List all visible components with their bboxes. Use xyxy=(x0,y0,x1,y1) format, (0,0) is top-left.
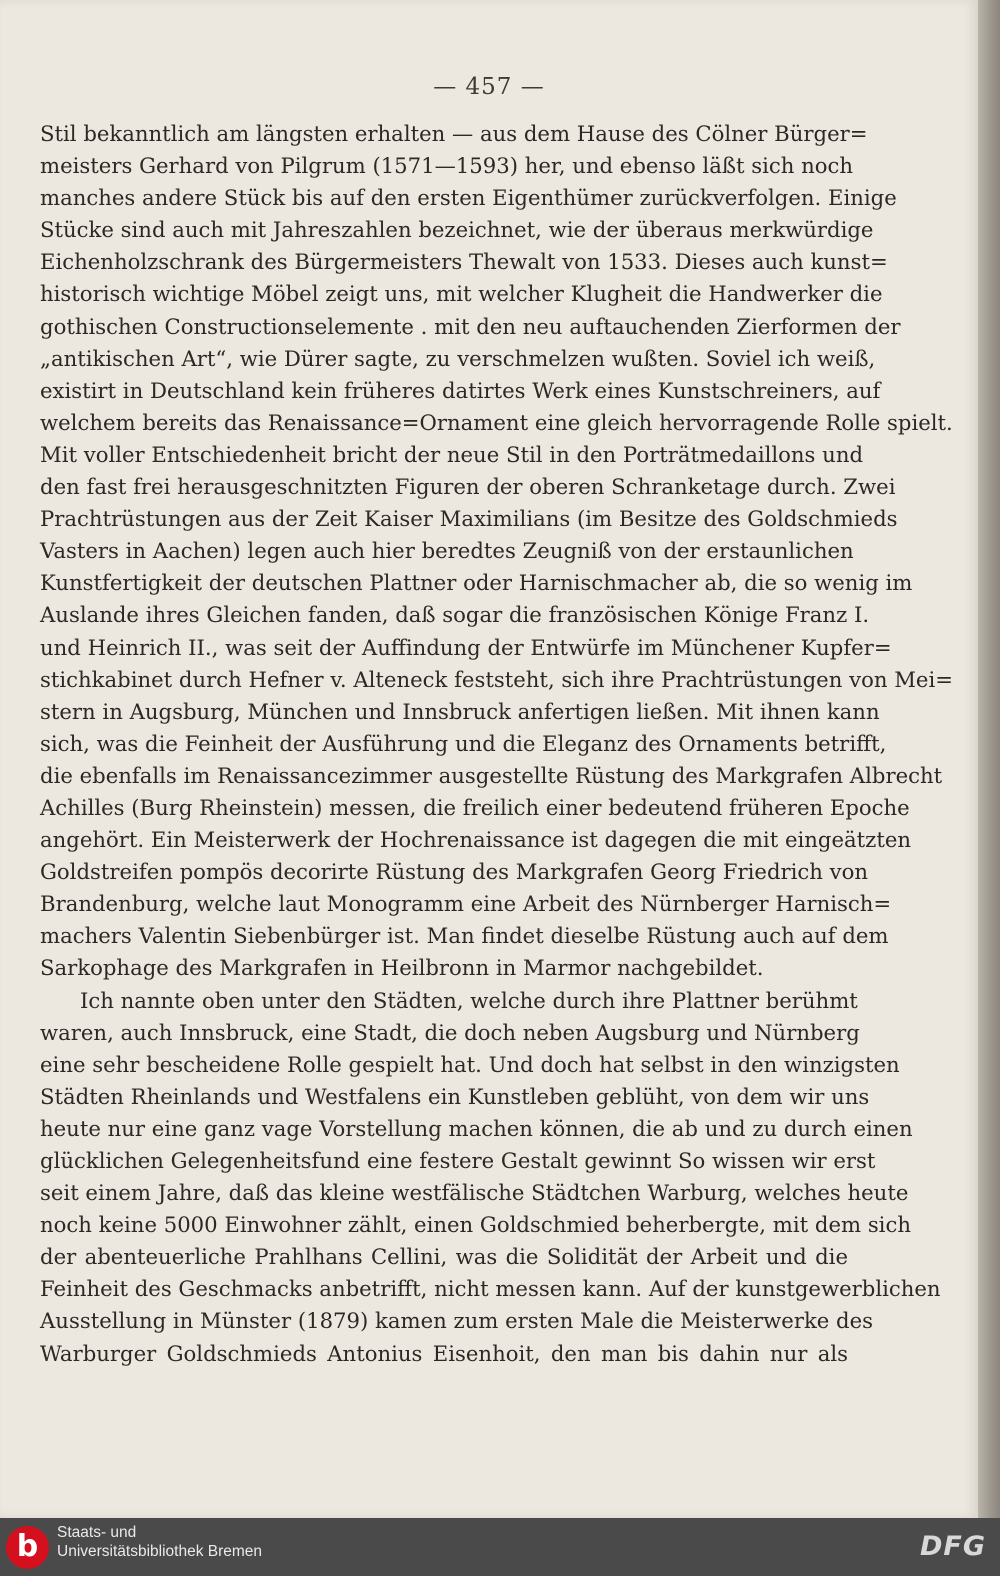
text-line: Brandenburg, welche laut Monogramm eine Arbeit des Nürnberger Harnisch= xyxy=(40,891,892,917)
text-line: stern in Augsburg, München und Innsbruck anfertigen ließen. Mit ihnen kann xyxy=(40,698,880,724)
text-line: meisters Gerhard von Pilgrum (1571—1593) her, und ebenso läßt sich noch xyxy=(40,153,854,179)
text-line: waren, auch Innsbruck, eine Stadt, die doch neben Augsburg und Nürnberg xyxy=(40,1019,860,1045)
text-line: noch keine 5000 Einwohner zählt, einen Goldschmied beherbergte, mit dem sich xyxy=(40,1212,911,1238)
text-line: glücklichen Gelegenheitsfund eine festere Gestalt gewinnt So wissen wir erst xyxy=(40,1148,876,1173)
library-logo-icon[interactable]: b xyxy=(6,1526,49,1569)
text-line: „antikischen Art“, wie Dürer sagte, zu verschmelzen wußten. Soviel ich weiß, xyxy=(40,345,876,371)
page-number: — 457 — xyxy=(433,74,545,100)
text-line: Kunstfertigkeit der deutschen Plattner oder Harnischmacher ab, die so wenig im xyxy=(40,570,913,596)
page-edge xyxy=(978,0,1000,1518)
text-line: heute nur eine ganz vage Vorstellung machen können, die ab und zu durch einen xyxy=(40,1115,913,1141)
text-line: und Heinrich II., was seit der Auffindung der Entwürfe im Münchener Kupfer= xyxy=(40,634,892,660)
text-line: Mit voller Entschiedenheit bricht der neue Stil in den Porträtmedaillons und xyxy=(40,441,864,467)
text-line: Ausstellung in Münster (1879) kamen zum ersten Male die Meisterwerke des xyxy=(40,1308,874,1334)
dfg-logo-icon[interactable]: DFG xyxy=(919,1531,986,1562)
text-line: Sarkophage des Markgrafen in Heilbronn in Marmor nachgebildet. xyxy=(40,955,764,981)
text-line: existirt in Deutschland kein früheres datirtes Werk eines Kunstschreiners, auf xyxy=(40,377,881,403)
text-line: historisch wichtige Möbel zeigt uns, mit welcher Klugheit die Handwerker die xyxy=(40,281,883,307)
text-line: die ebenfalls im Renaissancezimmer ausgestellte Rüstung des Markgrafen Albrecht xyxy=(40,762,943,788)
text-line: Stücke sind auch mit Jahreszahlen bezeichnet, wie der überaus merkwürdige xyxy=(40,217,874,243)
text-line: welchem bereits das Renaissance=Ornament eine gleich hervorragende Rolle spielt. xyxy=(40,409,953,435)
text-line: Feinheit des Geschmacks anbetrifft, nicht messen kann. Auf der kunstgewerblichen xyxy=(40,1276,941,1302)
text-line: Eichenholzschrank des Bürgermeisters Thewalt von 1533. Dieses auch kunst= xyxy=(40,249,888,275)
text-line: Ich nannte oben unter den Städten, welche durch ihre Plattner berühmt xyxy=(80,987,858,1013)
library-name-line2[interactable]: Universitätsbibliothek Bremen xyxy=(57,1543,263,1560)
footer-bar xyxy=(0,1518,1000,1576)
text-line: Stil bekanntlich am längsten erhalten — aus dem Hause des Cölner Bürger= xyxy=(40,121,868,146)
text-line: sich, was die Feinheit der Ausführung und die Eleganz des Ornaments betrifft, xyxy=(40,730,887,756)
text-line: eine sehr bescheidene Rolle gespielt hat. Und doch hat selbst in den winzigsten xyxy=(40,1051,900,1077)
text-line: Auslande ihres Gleichen fanden, daß sogar die französischen Könige Franz I. xyxy=(40,602,870,628)
text-line: seit einem Jahre, daß das kleine westfälische Städtchen Warburg, welches heute xyxy=(40,1180,909,1206)
body-text xyxy=(40,118,953,1370)
text-line: angehört. Ein Meisterwerk der Hochrenaissance ist dagegen die mit eingeätzten xyxy=(40,827,912,853)
library-name-line1[interactable]: Staats- und xyxy=(57,1524,137,1541)
text-line: manches andere Stück bis auf den ersten Eigenthümer zurückverfolgen. Einige xyxy=(40,185,897,211)
text-line: stichkabinet durch Hefner v. Alteneck feststeht, sich ihre Prachtrüstungen von Mei= xyxy=(40,666,953,692)
text-line: Goldstreifen pompös decorirte Rüstung des Markgrafen Georg Friedrich von xyxy=(40,859,869,885)
text-line: Städten Rheinlands und Westfalens ein Kunstleben geblüht, von dem wir uns xyxy=(40,1083,870,1109)
text-line: Warburger Goldschmieds Antonius Eisenhoit, den man bis dahin nur als xyxy=(40,1340,848,1366)
text-line: Prachtrüstungen aus der Zeit Kaiser Maximilians (im Besitze des Goldschmieds xyxy=(40,506,898,532)
text-line: Achilles (Burg Rheinstein) messen, die freilich einer bedeutend früheren Epoche xyxy=(40,794,910,820)
text-line: der abenteuerliche Prahlhans Cellini, was die Solidität der Arbeit und die xyxy=(40,1244,848,1270)
text-line: Vasters in Aachen) legen auch hier beredtes Zeugniß von der erstaunlichen xyxy=(40,538,854,564)
text-line: gothischen Constructionselemente . mit den neu auftauchenden Zierformen der xyxy=(40,313,901,339)
text-line: machers Valentin Siebenbürger ist. Man findet dieselbe Rüstung auch auf dem xyxy=(40,923,889,949)
text-line: den fast frei herausgeschnitzten Figuren der oberen Schranketage durch. Zwei xyxy=(40,474,896,500)
